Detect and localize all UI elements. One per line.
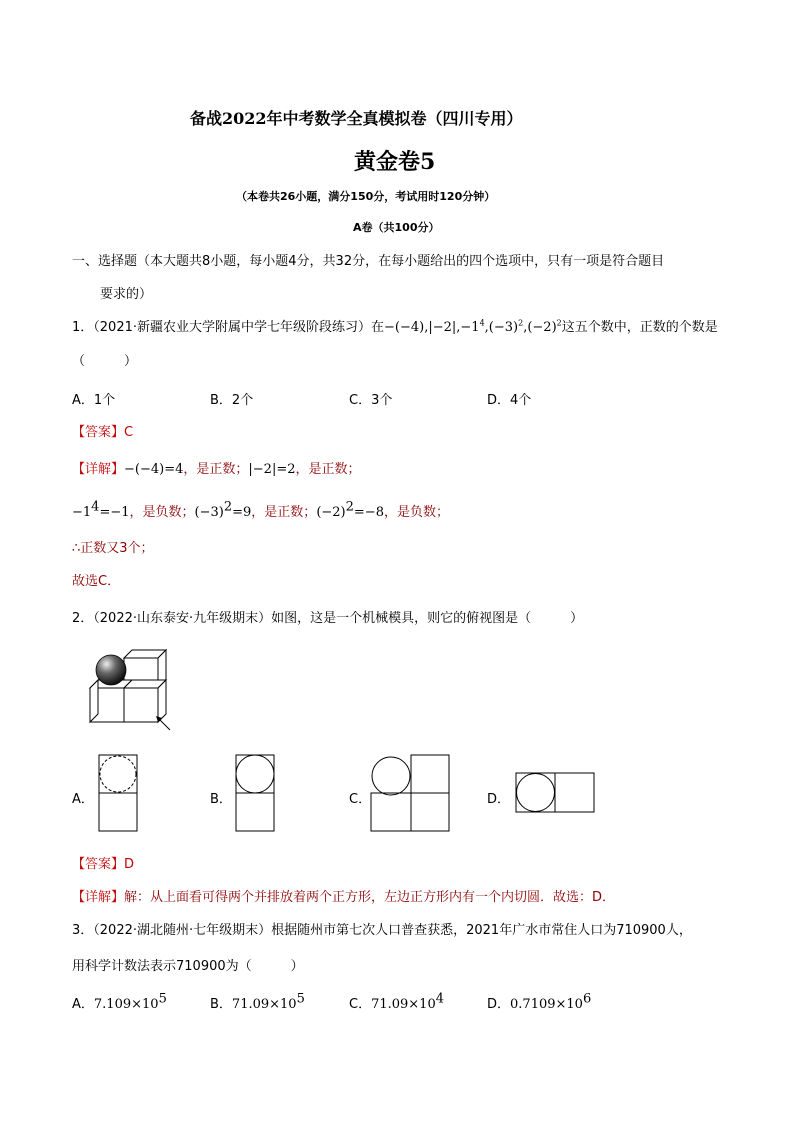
exam-note: （本卷共26小题，满分150分，考试用时120分钟） (236, 190, 496, 203)
q2-stem: 2．（2022·山东泰安·九年级期末）如图，这是一个机械模具，则它的俯视图是（ ） (72, 611, 584, 626)
q3-stem-cont: 用科学计数法表示710900为（ ） (72, 959, 304, 974)
q1-detail-2: $-1^4=-1$，是负数；$(-3)^2=9$，是正数；$(-2)^2=-8$，是负数； (72, 499, 449, 520)
q3-option-c: C．$71.09\times 10^4$ (349, 991, 445, 1012)
q3-stem: 3．（2022·湖北随州·七年级期末）根据随州市第七次人口普查获悉，2021年广水市常住人口为710900人， (72, 923, 692, 938)
q1-detail-4: 故选C． (72, 574, 121, 589)
q3-option-d: D．$0.7109\times 10^6$ (487, 991, 592, 1012)
q2-option-a-label: A． (72, 792, 94, 807)
section-title: A卷（共100分） (353, 221, 440, 234)
q1-detail-3: ∴正数又3个； (72, 541, 154, 556)
q2-option-a-figure (98, 754, 140, 834)
q2-option-c-label: C． (349, 792, 372, 807)
q1-option-c: C．3个 (349, 393, 393, 408)
page-subtitle: 黄金卷5 (354, 149, 436, 175)
q2-model-figure (78, 644, 178, 736)
q1-stem: 1．（2021·新疆农业大学附属中学七年级阶段练习）在$-(-4),|-2|,-1^4,(-3)^2,(-2)^2$这五个数中，正数的个数是 (72, 318, 718, 335)
q1-answer: 【答案】C (72, 425, 134, 440)
q1-option-d: D．4个 (487, 393, 532, 408)
page-title: 备战2022年中考数学全真模拟卷（四川专用） (190, 109, 523, 128)
q1-detail-1: 【详解】−(−4)=4，是正数；|−2|=2，是正数； (72, 462, 361, 477)
q2-option-d-figure (515, 772, 597, 814)
q2-option-b-figure (235, 754, 277, 834)
q1-option-b: B．2个 (210, 393, 254, 408)
q2-option-d-label: D． (487, 792, 511, 807)
q2-option-b-label: B． (210, 792, 232, 807)
q1-option-a: A．1个 (72, 393, 116, 408)
q3-option-a: A．$7.109\times 10^5$ (72, 991, 167, 1012)
q3-option-b: B．$71.09\times 10^5$ (210, 991, 305, 1012)
q2-option-c-figure (370, 754, 452, 834)
q2-detail: 【详解】解：从上面看可得两个并排放着两个正方形，左边正方形内有一个内切圆．故选：D． (72, 890, 616, 905)
part1-heading: 一、选择题（本大题共8小题，每小题4分，共32分，在每小题给出的四个选项中，只有一项是符合题目 (72, 254, 665, 269)
q1-math: $-(-4),|-2|,-1^4,(-3)^2,(-2)^2$ (384, 318, 562, 335)
q1-blank: （ ） (72, 354, 138, 369)
q2-answer: 【答案】D (72, 857, 135, 872)
part1-heading-cont: 要求的） (100, 287, 153, 302)
